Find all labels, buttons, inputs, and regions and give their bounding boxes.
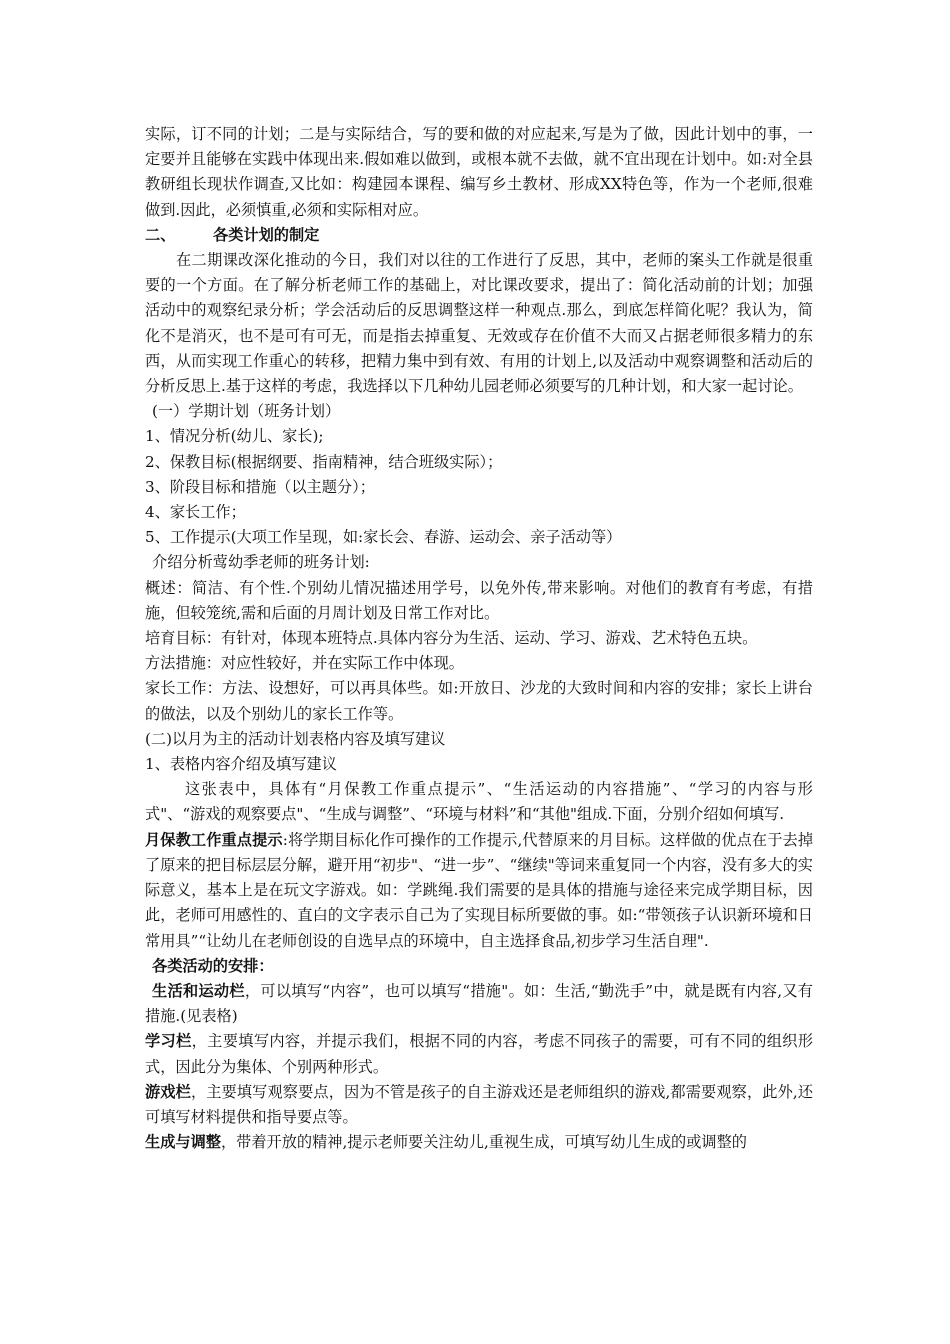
list-item-parents: 4、家长工作； [145, 503, 246, 522]
section-heading-two [145, 223, 813, 248]
paragraph-intro-teacher-plan: 介绍分析莺幼季老师的班务计划: [152, 553, 370, 572]
paragraph-reform-reflection: 在二期课改深化推动的今日，我们对以往的工作进行了反思，其中，老师的案头工作就是很重要的一个方面。在了解分析老师工作的基础上，对比课改要求，提出了：简化活动前的计划；加强活动中的观察纪录分析；学会活动后的反思调整这样一种观点.那么，到底怎样简化呢？我认为，简化不是消灭，也不是可有可无，而是指去掉重复、无效或存在价值不大而又占据老师很多精力的东西，从而实现工作重心的转移，把精力集中到有效、有用的计划上,以及活动中观察调整和活动后的分析反思上.基于这样的考虑，我选择以下几种幼儿园老师必须要写的几种计划，和大家一起讨论。 [145, 251, 813, 396]
game-label: 游戏栏 [145, 1082, 191, 1101]
paragraph-plan-reality: 实际，订不同的计划；二是与实际结合，写的要和做的对应起来,写是为了做，因此计划中的事，一定要并且能够在实践中体现出来.假如难以做到，或根本就不去做，就不宜出现在计划中。如:对全县教研组长现状作调查,又比如：构建园本课程、编写乡土教材、形成XX特色等，作为一个老师,很难做到.因此，必须慎重,必须和实际相对应。 [145, 125, 813, 219]
subheading-semester-plan: (一）学期计划（班务计划） [152, 402, 341, 421]
paragraph-monthly-focus [145, 828, 813, 954]
life-sports-text: ，可以填写“内容”，也可以填写“措施"。如：生活,“勤洗手”中，就是既有内容,又有措施.(见表格) [145, 981, 813, 1026]
paragraph-adjust [145, 1130, 813, 1155]
subheading-table-intro: 1、表格内容介绍及填写建议 [145, 755, 337, 774]
paragraph-parent-work: 家长工作：方法、设想好，可以再具体些。如:开放日、沙龙的大致时间和内容的安排；家长上讲台的做法，以及个别幼儿的家长工作等。 [145, 679, 813, 723]
paragraph-table-contents: 这张表中，具体有“月保教工作重点提示”、“生活运动的内容措施”、“学习的内容与形式"、“游戏的观察要点"、“生成与调整”、“环境与材料”和“其他"组成.下面，分别介绍如何填写. [145, 780, 813, 824]
paragraph-cultivation-goals: 培育目标：有针对，体现本班特点.具体内容分为生活、运动、学习、游戏、艺术特色五块。 [145, 629, 758, 648]
list-item-situation: 1、情况分析(幼儿、家长); [145, 427, 324, 446]
subheading-activities: 各类活动的安排： [152, 956, 274, 975]
paragraph-overview: 概述：简洁、有个性.个别幼儿情况描述用学号，以免外传,带来影响。对他们的教育有考虑，有措施，但较笼统,需和后面的月周计划及日常工作对比。 [145, 578, 813, 622]
section-title: 各类计划的制定 [213, 225, 320, 244]
subheading-monthly-plan: (二)以月为主的活动计划表格内容及填写建议 [145, 729, 446, 748]
study-text: ，主要填写内容，并提示我们，根据不同的内容，考虑不同孩子的需要，可有不同的组织形式，因此分为集体、个别两种形式。 [145, 1032, 814, 1076]
list-item-stage-goals: 3、阶段目标和措施（以主题分）； [145, 477, 375, 496]
list-item-work-tips: 5、工作提示(大项工作呈现，如:家长会、春游、运动会、亲子活动等） [145, 528, 622, 547]
monthly-focus-label: 月保教工作重点提示 [145, 830, 283, 849]
paragraph-game [145, 1080, 813, 1130]
paragraph-study [145, 1029, 813, 1079]
game-text: ，主要填写观察要点，因为不管是孩子的自主游戏还是老师组织的游戏,都需要观察，此外,还可填写材料提供和指导要点等。 [145, 1082, 814, 1126]
adjust-text: ，带着开放的精神,提示老师要关注幼儿,重视生成，可填写幼儿生成的或调整的 [220, 1133, 747, 1152]
monthly-focus-text: :将学期目标化作可操作的工作提示,代替原来的月目标。这样做的优点在于去掉了原来的把目标层层分解，避开用“初步"、“进一步”、“继续"等词来重复同一个内容，没有多大的实际意义，基本上是在玩文字游戏。如：学跳绳.我们需要的是具体的措施与途径来完成学期目标，因此，老师可用感性的、直白的文字表示自己为了实现目标所要做的事。如:“带领孩子认识新环境和日常用具”“让幼儿在老师创设的自选早点的环境中，自主选择食品,初步学习生活自理". [145, 830, 814, 950]
section-number: 二、 [145, 225, 176, 244]
adjust-label: 生成与调整 [145, 1133, 221, 1152]
life-sports-label: 生活和运动栏 [152, 981, 245, 1000]
paragraph-life-sports [145, 979, 813, 1029]
document-page [145, 122, 813, 1155]
paragraph-methods: 方法措施：对应性较好，并在实际工作中体现。 [145, 654, 464, 673]
list-item-goals: 2、保教目标(根据纲要、指南精神，结合班级实际）； [145, 452, 503, 471]
study-label: 学习栏 [145, 1032, 192, 1051]
